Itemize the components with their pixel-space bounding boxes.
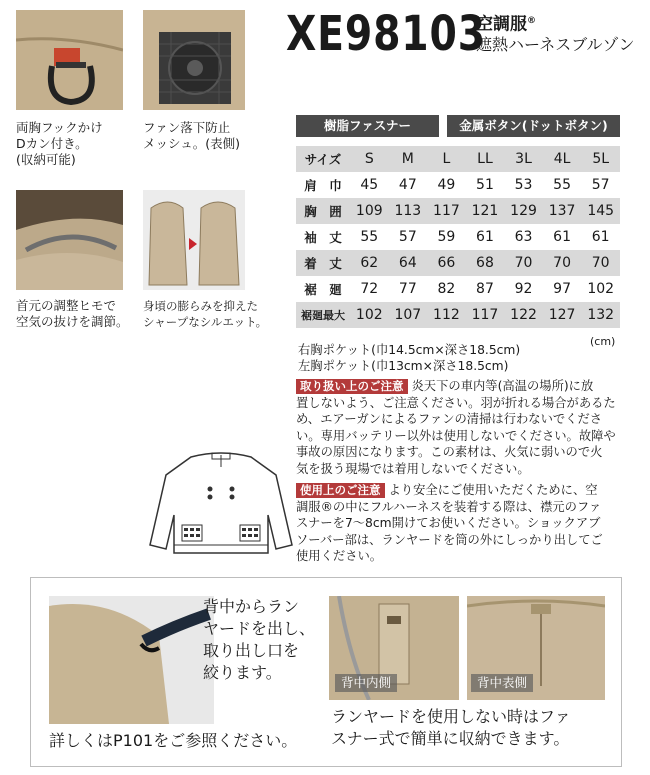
- notice-usage-first-line: [296, 482, 626, 499]
- size-cell: 145: [581, 198, 620, 224]
- unit-label: (cm): [590, 335, 616, 348]
- size-cell: 70: [543, 250, 582, 276]
- storage-caption: ランヤードを使用しない時はファ スナー式で簡単に収納できます。: [331, 707, 571, 748]
- size-row-label: 裾 廻: [304, 282, 342, 297]
- photo-lanyard: [49, 596, 214, 724]
- caption-mesh: ファン落下防止 メッシュ。(表側): [143, 120, 241, 151]
- size-table: [296, 146, 620, 328]
- notice-usage-line-4: 使用ください。: [296, 549, 383, 563]
- size-cell: 55: [360, 229, 379, 245]
- size-cell: 129: [504, 198, 543, 224]
- size-cell: 82: [437, 281, 456, 297]
- lanyard-illustration: [49, 596, 214, 724]
- size-cell: 127: [543, 302, 582, 328]
- collar-illustration: [16, 190, 123, 290]
- notice-handling: [296, 378, 626, 477]
- size-cell: 107: [389, 302, 428, 328]
- size-cell: 68: [466, 250, 505, 276]
- notice-usage-line-0: より安全にご使用いただくために、空: [388, 483, 598, 497]
- size-table-row: [296, 172, 620, 198]
- notice-handling-line-3: い。専用バッテリー以外は使用しないでください。故障や: [296, 428, 616, 443]
- photo-silhouette: [143, 190, 245, 290]
- header-resin-zipper: 樹脂ファスナー: [296, 115, 439, 137]
- size-cell: 132: [581, 302, 620, 328]
- d-ring-illustration: [16, 10, 123, 110]
- size-cell: 51: [476, 177, 494, 193]
- product-series: [476, 10, 536, 36]
- size-cell: 61: [553, 229, 571, 245]
- size-cell: 113: [389, 198, 428, 224]
- size-cell: 137: [543, 198, 582, 224]
- notice-handling-line-1: 置しないよう、ご注意ください。羽が折れる場合があるた: [296, 395, 616, 410]
- notice-usage-tag: 使用上のご注意: [296, 483, 385, 498]
- notice-handling-line-0: 炎天下の車内等(高温の場所)に放: [411, 379, 594, 393]
- photo-fan-mesh: [143, 10, 245, 110]
- label-back-outside: 背中表側: [471, 674, 533, 692]
- size-table-row: [296, 276, 620, 302]
- size-column-header: M: [389, 146, 428, 172]
- size-row-label: 胸 囲: [296, 198, 350, 224]
- size-cell: 57: [591, 177, 610, 193]
- size-cell: 57: [398, 229, 417, 245]
- size-cell: 117: [466, 302, 505, 328]
- size-row-label: サイズ: [296, 146, 350, 172]
- size-cell: 53: [514, 177, 533, 193]
- size-cell: 55: [553, 177, 571, 193]
- size-table-row: [296, 198, 620, 224]
- size-row-label: 肩 巾: [304, 178, 342, 193]
- size-cell: 61: [591, 229, 610, 245]
- jacket-back-drawing: [146, 445, 296, 565]
- size-column-header: 5L: [581, 146, 620, 172]
- size-table-row: [296, 250, 620, 276]
- size-cell: 64: [389, 250, 428, 276]
- size-column-header: 4L: [543, 146, 582, 172]
- notice-handling-tag: 取り扱い上のご注意: [296, 379, 408, 394]
- size-cell: 70: [504, 250, 543, 276]
- label-back-inside: 背中内側: [335, 674, 397, 692]
- size-table-row: [296, 302, 620, 328]
- size-cell: 66: [427, 250, 466, 276]
- product-name: 遮熱ハーネスブルゾン: [476, 35, 635, 54]
- pocket-right: 右胸ポケット(巾14.5cm×深さ18.5cm): [298, 343, 521, 357]
- notice-usage-line-1: 調服®の中にフルハーネスを装着する際は、襟元のファ: [296, 499, 602, 514]
- size-cell: 122: [504, 302, 543, 328]
- size-cell: 87: [476, 281, 494, 297]
- size-cell: 59: [437, 229, 456, 245]
- size-cell: 63: [514, 229, 533, 245]
- caption-collar: 首元の調整ヒモで 空気の抜けを調節。: [16, 298, 129, 329]
- pocket-left: 左胸ポケット(巾13cm×深さ18.5cm): [298, 359, 509, 373]
- reference-caption: 詳しくはP101をご参照ください。: [49, 731, 298, 750]
- size-cell: 102: [587, 281, 615, 297]
- size-cell: 102: [350, 302, 389, 328]
- lanyard-caption: 背中からラン ヤードを出し、 取り出し口を 絞ります。: [203, 597, 316, 682]
- size-row-label: 裾廻最大: [296, 302, 350, 328]
- series-name: 空調服: [476, 14, 527, 35]
- size-column-header: LL: [466, 146, 505, 172]
- size-cell: 109: [350, 198, 389, 224]
- notice-usage: [296, 482, 626, 565]
- size-row-label: 着 丈: [296, 250, 350, 276]
- notice-handling-line-5: 気を扱う現場では着用しないでください。: [296, 461, 530, 476]
- size-cell: 97: [553, 281, 571, 297]
- size-cell: 49: [437, 177, 456, 193]
- size-table-row: [296, 146, 620, 172]
- notice-handling-line-2: め、エアーガンによるファンの清掃は行わないでくださ: [296, 412, 603, 426]
- size-column-header: L: [427, 146, 466, 172]
- notice-handling-line-4: 事故の原因になります。この素材は、火気に弱いので火: [296, 445, 603, 459]
- size-cell: 72: [360, 281, 379, 297]
- harness-section: [30, 577, 622, 767]
- registered-mark: ®: [527, 16, 536, 26]
- size-cell: 117: [427, 198, 466, 224]
- caption-hook: 両胸フックかけ Dカン付き。 (収納可能): [16, 120, 103, 167]
- header-metal-button: 金属ボタン(ドットボタン): [447, 115, 620, 137]
- size-column-header: S: [350, 146, 389, 172]
- size-cell: 92: [514, 281, 533, 297]
- silhouette-illustration: [143, 190, 245, 290]
- size-row-label: 袖 丈: [304, 230, 342, 245]
- notice-handling-first-line: [296, 378, 626, 395]
- caption-silhouette: 身頃の膨らみを抑えた シャープなシルエット。: [143, 299, 268, 329]
- size-table-row: [296, 224, 620, 250]
- photo-collar: [16, 190, 123, 290]
- product-code: XE98103: [286, 6, 486, 62]
- size-cell: 45: [360, 177, 379, 193]
- photo-d-ring-hook: [16, 10, 123, 110]
- size-cell: 70: [581, 250, 620, 276]
- size-cell: 112: [427, 302, 466, 328]
- notice-usage-line-3: ソーバー部は、ランヤードを筒の外にしっかり出してご: [296, 532, 603, 547]
- size-cell: 62: [350, 250, 389, 276]
- size-column-header: 3L: [504, 146, 543, 172]
- size-cell: 77: [398, 281, 417, 297]
- notice-usage-line-2: スナーを7〜8cm開けてお使いください。ショックアブ: [296, 516, 601, 530]
- size-cell: 47: [398, 177, 417, 193]
- mesh-illustration: [143, 10, 245, 110]
- size-cell: 121: [466, 198, 505, 224]
- size-cell: 61: [476, 229, 494, 245]
